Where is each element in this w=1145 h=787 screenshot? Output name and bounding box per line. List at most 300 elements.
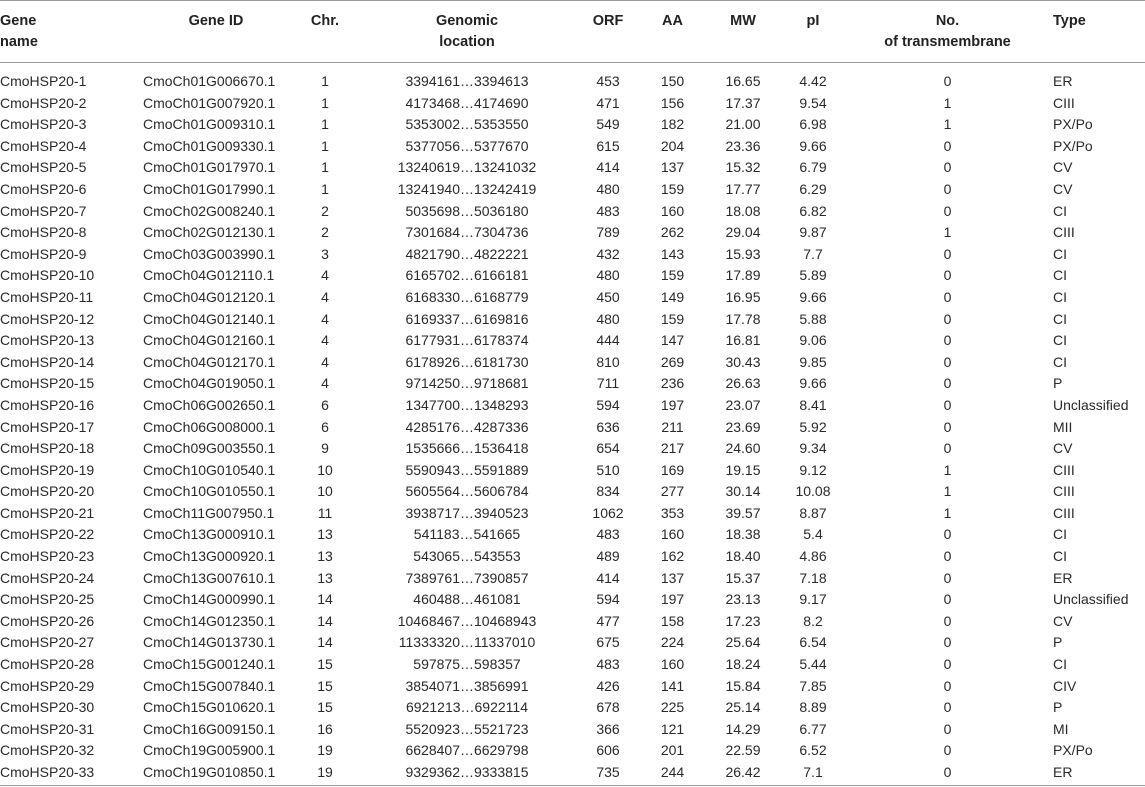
cell-aa: 162 — [660, 548, 685, 565]
cell-chr: 3 — [321, 245, 329, 262]
cell-gene-id: CmoCh01G017970.1 — [143, 159, 276, 176]
cell-orf: 735 — [596, 764, 620, 780]
cell-pi: 9.17 — [799, 591, 827, 608]
cell-type: CI — [1053, 267, 1067, 284]
cell-aa: 217 — [660, 440, 685, 457]
cell-gene-name: CmoHSP20-14 — [0, 353, 95, 370]
cell-chr: 11 — [317, 504, 333, 521]
cell-transmembrane: 0 — [943, 202, 952, 219]
cell-gene-name: CmoHSP20-30 — [0, 699, 95, 716]
cell-genomic-location: 541183…541665 — [413, 526, 521, 543]
cell-type: CI — [1053, 202, 1067, 219]
cell-transmembrane: 0 — [943, 440, 952, 457]
table-row — [0, 179, 1145, 201]
cell-mw: 16.81 — [725, 332, 761, 349]
cell-genomic-location: 6628407…6629798 — [405, 742, 529, 759]
cell-transmembrane: 0 — [943, 634, 952, 651]
cell-transmembrane: 0 — [943, 288, 952, 305]
table-row — [0, 201, 1145, 223]
cell-transmembrane: 0 — [943, 353, 952, 370]
cell-genomic-location: 5035698…5036180 — [405, 202, 529, 219]
cell-chr: 4 — [321, 353, 329, 370]
cell-orf: 834 — [596, 483, 620, 500]
cell-gene-name: CmoHSP20-21 — [0, 504, 95, 521]
cell-aa: 158 — [660, 612, 685, 629]
cell-gene-name: CmoHSP20-27 — [0, 634, 95, 651]
table-row — [0, 287, 1145, 309]
cell-aa: 224 — [660, 634, 685, 651]
cell-pi: 8.87 — [799, 504, 827, 521]
cell-chr: 14 — [317, 591, 333, 608]
cell-transmembrane: 0 — [943, 418, 952, 435]
cell-pi: 8.89 — [799, 699, 827, 716]
cell-gene-id: CmoCh11G007950.1 — [143, 504, 275, 521]
cell-pi: 9.06 — [799, 332, 827, 349]
cell-gene-name: CmoHSP20-15 — [0, 375, 95, 392]
cell-transmembrane: 0 — [943, 396, 952, 413]
cell-genomic-location: 5590943…5591889 — [405, 461, 529, 478]
cell-orf: 414 — [596, 569, 620, 586]
cell-gene-name: CmoHSP20-29 — [0, 677, 95, 694]
cell-chr: 10 — [317, 461, 333, 478]
cell-mw: 30.14 — [725, 483, 761, 500]
cell-orf: 444 — [596, 332, 620, 349]
table-row — [0, 740, 1145, 762]
cell-gene-id: CmoCh04G019050.1 — [143, 375, 276, 392]
cell-chr: 2 — [321, 224, 329, 241]
cell-genomic-location: 5353002…5353550 — [405, 116, 529, 133]
cell-pi: 7.18 — [799, 569, 827, 586]
cell-gene-name: CmoHSP20-12 — [0, 310, 95, 327]
cell-genomic-location: 5520923…5521723 — [405, 720, 529, 737]
cell-gene-name: CmoHSP20-7 — [0, 202, 87, 219]
cell-chr: 4 — [321, 332, 329, 349]
cell-mw: 30.43 — [725, 353, 761, 370]
cell-pi: 9.54 — [799, 94, 827, 111]
cell-pi: 4.86 — [799, 548, 827, 565]
cell-aa: 159 — [660, 310, 685, 327]
cell-pi: 5.4 — [803, 526, 823, 543]
cell-pi: 5.88 — [799, 310, 827, 327]
cell-pi: 6.29 — [799, 180, 827, 197]
cell-genomic-location: 3394161…3394613 — [405, 73, 529, 89]
cell-mw: 15.32 — [725, 159, 761, 176]
cell-aa: 141 — [660, 677, 685, 694]
cell-aa: 160 — [660, 526, 685, 543]
cell-mw: 29.04 — [725, 224, 761, 241]
cell-genomic-location: 6168330…6168779 — [405, 288, 529, 305]
cell-aa: 160 — [660, 202, 685, 219]
cell-gene-id: CmoCh01G007920.1 — [143, 94, 276, 111]
cell-type: CIV — [1053, 677, 1077, 694]
cell-chr: 13 — [317, 569, 333, 586]
cell-gene-id: CmoCh04G012160.1 — [143, 332, 276, 349]
cell-pi: 7.85 — [799, 677, 827, 694]
cell-transmembrane: 0 — [943, 656, 952, 673]
cell-transmembrane: 0 — [943, 180, 952, 197]
cell-gene-name: CmoHSP20-17 — [0, 418, 95, 435]
cell-gene-name: CmoHSP20-31 — [0, 720, 95, 737]
cell-type: CIII — [1053, 461, 1075, 478]
header-transmembrane: No. of transmembrane — [884, 13, 1011, 50]
cell-orf: 432 — [596, 245, 620, 262]
cell-orf: 483 — [596, 202, 620, 219]
cell-mw: 23.36 — [725, 137, 761, 154]
header-chr: Chr. — [310, 13, 340, 29]
cell-chr: 4 — [321, 310, 329, 327]
cell-transmembrane: 1 — [943, 224, 952, 241]
cell-transmembrane: 1 — [943, 94, 952, 111]
cell-gene-id: CmoCh02G012130.1 — [143, 224, 276, 241]
cell-transmembrane: 0 — [943, 137, 952, 154]
cell-aa: 211 — [661, 418, 684, 435]
cell-genomic-location: 6165702…6166181 — [405, 267, 529, 284]
cell-gene-name: CmoHSP20-1 — [0, 73, 87, 89]
table-row — [0, 654, 1145, 676]
cell-mw: 17.77 — [725, 180, 761, 197]
cell-genomic-location: 4821790…4822221 — [405, 245, 529, 262]
cell-genomic-location: 13241940…13242419 — [397, 180, 537, 197]
cell-aa: 201 — [660, 742, 685, 759]
cell-chr: 4 — [321, 267, 329, 284]
cell-pi: 9.87 — [799, 224, 827, 241]
cell-transmembrane: 0 — [943, 526, 952, 543]
cell-chr: 6 — [321, 396, 329, 413]
cell-gene-id: CmoCh13G007610.1 — [143, 569, 276, 586]
cell-transmembrane: 0 — [943, 612, 952, 629]
cell-genomic-location: 9329362…9333815 — [405, 764, 529, 780]
table-row — [0, 438, 1145, 460]
cell-gene-id: CmoCh04G012140.1 — [143, 310, 276, 327]
cell-type: CV — [1053, 440, 1073, 457]
table-row — [0, 676, 1145, 698]
cell-chr: 16 — [317, 720, 333, 737]
cell-gene-name: CmoHSP20-33 — [0, 764, 95, 780]
cell-orf: 615 — [596, 137, 620, 154]
cell-pi: 9.66 — [799, 375, 827, 392]
cell-gene-id: CmoCh10G010550.1 — [143, 483, 276, 500]
table-row — [0, 136, 1145, 158]
cell-type: CIII — [1053, 504, 1075, 521]
cell-gene-id: CmoCh06G008000.1 — [143, 418, 276, 435]
cell-chr: 19 — [317, 764, 333, 780]
cell-orf: 366 — [596, 720, 620, 737]
cell-genomic-location: 6177931…6178374 — [405, 332, 529, 349]
cell-aa: 150 — [660, 73, 685, 89]
cell-orf: 480 — [596, 267, 620, 284]
cell-orf: 426 — [596, 677, 620, 694]
cell-transmembrane: 0 — [943, 699, 952, 716]
cell-transmembrane: 0 — [943, 548, 952, 565]
cell-gene-id: CmoCh04G012120.1 — [143, 288, 276, 305]
cell-gene-name: CmoHSP20-10 — [0, 267, 95, 284]
cell-chr: 14 — [317, 634, 333, 651]
cell-pi: 8.2 — [803, 612, 823, 629]
cell-chr: 4 — [321, 375, 329, 392]
cell-pi: 9.66 — [799, 137, 827, 154]
cell-mw: 18.40 — [725, 548, 761, 565]
cell-mw: 18.38 — [725, 526, 761, 543]
cell-mw: 26.42 — [725, 764, 761, 780]
cell-aa: 269 — [660, 353, 685, 370]
header-row — [0, 1, 1145, 63]
cell-gene-id: CmoCh13G000910.1 — [143, 526, 276, 543]
cell-pi: 6.54 — [799, 634, 827, 651]
cell-aa: 244 — [660, 764, 685, 780]
cell-aa: 149 — [660, 288, 685, 305]
cell-pi: 9.66 — [799, 288, 827, 305]
cell-genomic-location: 9714250…9718681 — [405, 375, 529, 392]
cell-orf: 510 — [596, 461, 620, 478]
cell-gene-id: CmoCh10G010540.1 — [143, 461, 276, 478]
cell-gene-id: CmoCh01G009330.1 — [143, 137, 276, 154]
cell-aa: 121 — [660, 720, 685, 737]
table-row — [0, 568, 1145, 590]
cell-transmembrane: 0 — [943, 267, 952, 284]
cell-type: PX/Po — [1053, 137, 1093, 154]
cell-type: CI — [1053, 288, 1067, 305]
cell-mw: 25.64 — [725, 634, 761, 651]
cell-mw: 24.60 — [725, 440, 761, 457]
cell-pi: 6.98 — [799, 116, 827, 133]
cell-mw: 26.63 — [725, 375, 761, 392]
cell-gene-name: CmoHSP20-19 — [0, 461, 95, 478]
cell-mw: 17.78 — [725, 310, 761, 327]
cell-transmembrane: 0 — [943, 310, 952, 327]
cell-orf: 606 — [596, 742, 620, 759]
cell-orf: 483 — [596, 656, 620, 673]
cell-mw: 15.84 — [725, 677, 761, 694]
cell-aa: 169 — [660, 461, 685, 478]
table-row — [0, 309, 1145, 331]
cell-gene-name: CmoHSP20-13 — [0, 332, 95, 349]
cell-mw: 18.24 — [725, 656, 761, 673]
cell-orf: 483 — [596, 526, 620, 543]
cell-type: CI — [1053, 656, 1067, 673]
cell-type: CV — [1053, 159, 1073, 176]
cell-type: ER — [1053, 569, 1073, 586]
cell-genomic-location: 6178926…6181730 — [405, 353, 529, 370]
cell-genomic-location: 543065…543553 — [413, 548, 521, 565]
cell-aa: 159 — [660, 180, 685, 197]
cell-aa: 143 — [660, 245, 685, 262]
table-row — [0, 460, 1145, 482]
cell-chr: 14 — [317, 612, 333, 629]
table-body — [0, 63, 1145, 784]
table-row — [0, 157, 1145, 179]
cell-chr: 10 — [317, 483, 333, 500]
cell-mw: 23.07 — [725, 396, 761, 413]
header-mw: MW — [730, 13, 756, 29]
cell-type: MII — [1053, 418, 1073, 435]
cell-mw: 25.14 — [725, 699, 761, 716]
table-row — [0, 373, 1145, 395]
header-orf: ORF — [592, 13, 624, 29]
cell-gene-id: CmoCh02G008240.1 — [143, 202, 276, 219]
cell-gene-id: CmoCh13G000920.1 — [143, 548, 276, 565]
cell-gene-name: CmoHSP20-4 — [0, 137, 87, 154]
cell-orf: 594 — [596, 396, 620, 413]
cell-gene-name: CmoHSP20-8 — [0, 224, 87, 241]
cell-aa: 236 — [660, 375, 685, 392]
cell-pi: 5.44 — [799, 656, 827, 673]
cell-genomic-location: 460488…461081 — [413, 591, 521, 608]
cell-pi: 9.85 — [799, 353, 827, 370]
cell-chr: 1 — [321, 180, 329, 197]
cell-type: CIII — [1053, 483, 1075, 500]
cell-genomic-location: 4285176…4287336 — [405, 418, 529, 435]
table-row — [0, 524, 1145, 546]
header-gene-name: Gene name — [0, 13, 38, 50]
cell-chr: 1 — [321, 137, 329, 154]
cell-type: CV — [1053, 180, 1073, 197]
cell-transmembrane: 0 — [943, 742, 952, 759]
table-row — [0, 719, 1145, 741]
cell-gene-id: CmoCh15G001240.1 — [143, 656, 276, 673]
header-type: Type — [1053, 13, 1086, 29]
cell-gene-name: CmoHSP20-28 — [0, 656, 95, 673]
cell-chr: 15 — [317, 677, 333, 694]
cell-transmembrane: 0 — [943, 764, 952, 780]
cell-mw: 17.37 — [725, 94, 761, 111]
cell-pi: 6.79 — [799, 159, 827, 176]
cell-gene-name: CmoHSP20-2 — [0, 94, 87, 111]
cell-type: P — [1053, 699, 1063, 716]
cell-pi: 6.52 — [799, 742, 827, 759]
cell-gene-name: CmoHSP20-25 — [0, 591, 95, 608]
cell-transmembrane: 0 — [943, 73, 952, 89]
cell-aa: 182 — [660, 116, 685, 133]
cell-aa: 147 — [660, 332, 685, 349]
cell-transmembrane: 1 — [943, 483, 952, 500]
table-row — [0, 589, 1145, 611]
cell-mw: 21.00 — [725, 116, 761, 133]
cell-pi: 7.1 — [803, 764, 823, 780]
cell-pi: 4.42 — [799, 73, 827, 89]
cell-type: CI — [1053, 526, 1067, 543]
cell-gene-id: CmoCh04G012170.1 — [143, 353, 276, 370]
table-row — [0, 546, 1145, 568]
cell-transmembrane: 1 — [943, 116, 952, 133]
table-row — [0, 417, 1145, 439]
cell-orf: 549 — [596, 116, 620, 133]
cell-gene-name: CmoHSP20-18 — [0, 440, 95, 457]
cell-mw: 18.08 — [725, 202, 761, 219]
cell-gene-name: CmoHSP20-3 — [0, 116, 87, 133]
cell-chr: 1 — [321, 94, 329, 111]
cell-aa: 160 — [660, 656, 685, 673]
cell-gene-name: CmoHSP20-32 — [0, 742, 95, 759]
cell-gene-name: CmoHSP20-6 — [0, 180, 87, 197]
cell-genomic-location: 13240619…13241032 — [397, 159, 537, 176]
cell-type: CI — [1053, 245, 1067, 262]
cell-orf: 489 — [596, 548, 620, 565]
table-row — [0, 63, 1145, 93]
cell-type: P — [1053, 634, 1063, 651]
cell-genomic-location: 6169337…6169816 — [405, 310, 529, 327]
cell-gene-name: CmoHSP20-11 — [0, 288, 94, 305]
cell-chr: 1 — [321, 116, 329, 133]
cell-gene-name: CmoHSP20-24 — [0, 569, 95, 586]
cell-orf: 594 — [596, 591, 620, 608]
cell-mw: 15.37 — [725, 569, 761, 586]
cell-chr: 15 — [317, 656, 333, 673]
cell-mw: 17.23 — [725, 612, 761, 629]
cell-mw: 14.29 — [725, 720, 761, 737]
cell-genomic-location: 597875…598357 — [413, 656, 521, 673]
table-row — [0, 632, 1145, 654]
cell-orf: 675 — [596, 634, 620, 651]
cell-transmembrane: 0 — [943, 245, 952, 262]
cell-gene-name: CmoHSP20-26 — [0, 612, 95, 629]
cell-genomic-location: 3854071…3856991 — [405, 677, 529, 694]
cell-gene-id: CmoCh14G013730.1 — [143, 634, 276, 651]
table-row — [0, 481, 1145, 503]
cell-type: Unclassified — [1053, 396, 1129, 413]
cell-gene-id: CmoCh04G012110.1 — [143, 267, 275, 284]
cell-chr: 15 — [317, 699, 333, 716]
cell-gene-id: CmoCh03G003990.1 — [143, 245, 276, 262]
cell-gene-name: CmoHSP20-22 — [0, 526, 95, 543]
cell-gene-name: CmoHSP20-9 — [0, 245, 87, 262]
cell-gene-name: CmoHSP20-23 — [0, 548, 95, 565]
cell-gene-name: CmoHSP20-16 — [0, 396, 95, 413]
cell-gene-id: CmoCh15G007840.1 — [143, 677, 276, 694]
cell-genomic-location: 5377056…5377670 — [405, 137, 529, 154]
cell-transmembrane: 0 — [943, 720, 952, 737]
cell-genomic-location: 7301684…7304736 — [405, 224, 529, 241]
cell-type: CIII — [1053, 224, 1075, 241]
cell-mw: 17.89 — [725, 267, 761, 284]
cell-aa: 353 — [660, 504, 685, 521]
cell-mw: 19.15 — [725, 461, 761, 478]
table-row — [0, 395, 1145, 417]
cell-transmembrane: 0 — [943, 591, 952, 608]
cell-pi: 5.92 — [799, 418, 827, 435]
cell-type: CV — [1053, 612, 1073, 629]
cell-aa: 137 — [660, 159, 685, 176]
cell-orf: 471 — [596, 94, 620, 111]
cell-type: MI — [1053, 720, 1069, 737]
cell-aa: 159 — [660, 267, 685, 284]
cell-chr: 13 — [317, 526, 333, 543]
cell-chr: 1 — [321, 73, 329, 89]
cell-gene-id: CmoCh14G012350.1 — [143, 612, 276, 629]
cell-orf: 1062 — [592, 504, 624, 521]
cell-orf: 636 — [596, 418, 620, 435]
cell-type: ER — [1053, 764, 1073, 780]
cell-mw: 16.95 — [725, 288, 761, 305]
header-aa: AA — [662, 13, 683, 29]
cell-mw: 23.13 — [725, 591, 761, 608]
cell-gene-id: CmoCh01G009310.1 — [143, 116, 276, 133]
cell-genomic-location: 5605564…5606784 — [405, 483, 529, 500]
cell-pi: 7.7 — [803, 245, 823, 262]
table-row — [0, 503, 1145, 525]
cell-pi: 8.41 — [799, 396, 827, 413]
cell-type: P — [1053, 375, 1063, 392]
cell-aa: 204 — [660, 137, 685, 154]
cell-orf: 654 — [596, 440, 620, 457]
cell-chr: 4 — [321, 288, 329, 305]
cell-gene-id: CmoCh19G010850.1 — [143, 764, 276, 780]
cell-gene-id: CmoCh09G003550.1 — [143, 440, 276, 457]
cell-aa: 197 — [660, 591, 685, 608]
table-row — [0, 114, 1145, 136]
cell-type: CI — [1053, 310, 1067, 327]
cell-pi: 6.77 — [799, 720, 827, 737]
cell-gene-name: CmoHSP20-20 — [0, 483, 95, 500]
